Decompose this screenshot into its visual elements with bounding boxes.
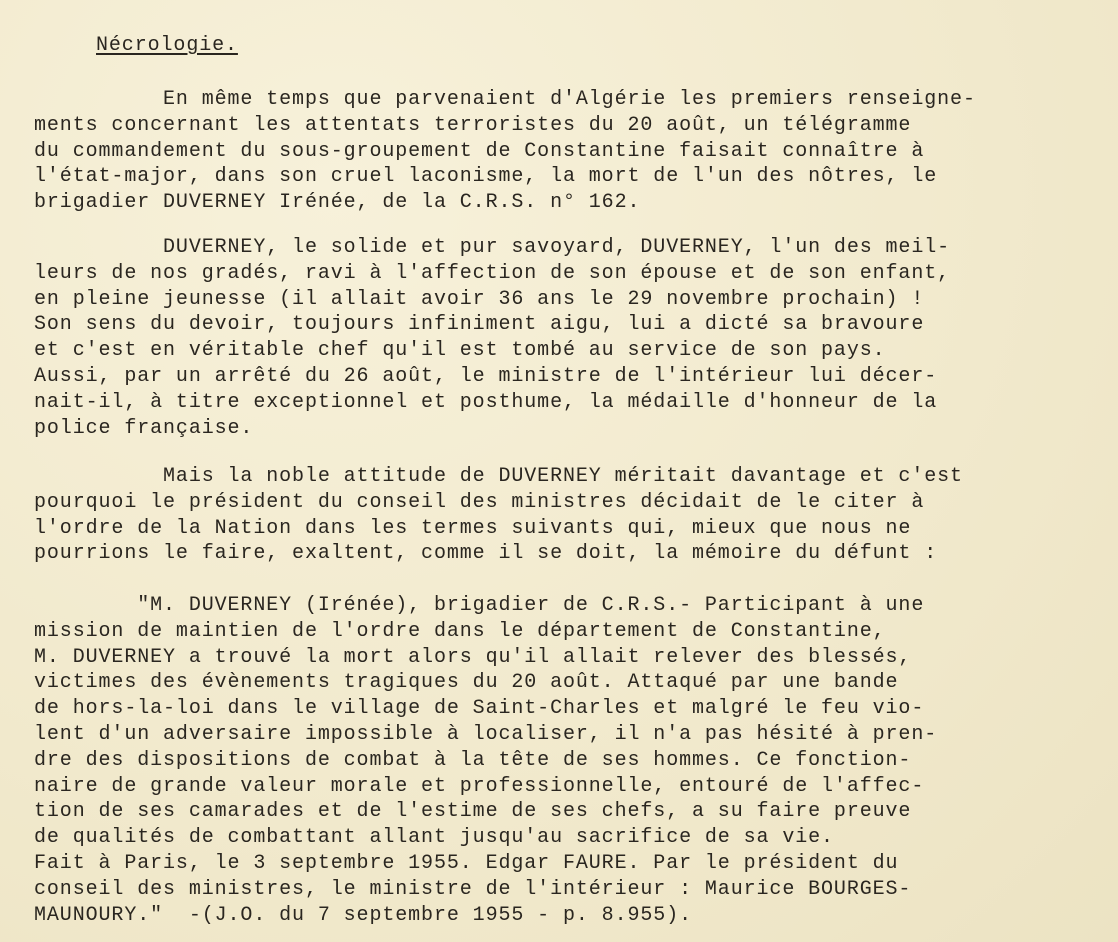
text-line: brigadier DUVERNEY Irénée, de la C.R.S. n° 162.: [34, 191, 641, 215]
text-line: naire de grande valeur morale et professionnelle, entouré de l'affec-: [34, 774, 925, 798]
text-line: l'ordre de la Nation dans les termes suivants qui, mieux que nous ne: [34, 516, 912, 540]
text-line: DUVERNEY, le solide et pur savoyard, DUVERNEY, l'un des meil-: [34, 236, 951, 259]
text-line: M. DUVERNEY a trouvé la mort alors qu'il allait relever des blessés,: [34, 645, 912, 669]
text-line: ments concernant les attentats terroristes du 20 août, un télégramme: [34, 113, 912, 137]
text-line: conseil des ministres, le ministre de l'intérieur : Maurice BOURGES-: [34, 877, 912, 901]
text-line: victimes des évènements tragiques du 20 août. Attaqué par une bande: [34, 671, 899, 695]
text-line: dre des dispositions de combat à la tête de ses hommes. Ce fonction-: [34, 748, 912, 772]
page-title: Nécrologie.: [96, 34, 238, 57]
text-line: mission de maintien de l'ordre dans le département de Constantine,: [34, 619, 886, 643]
text-line: En même temps que parvenaient d'Algérie les premiers renseigne-: [34, 88, 976, 111]
text-line: lent d'un adversaire impossible à localiser, il n'a pas hésité à pren-: [34, 723, 938, 746]
text-line: du commandement du sous-groupement de Constantine faisait connaître à: [34, 139, 925, 163]
text-line: l'état-major, dans son cruel laconisme, la mort de l'un des nôtres, le: [34, 165, 938, 189]
text-line: pourrions le faire, exaltent, comme il se doit, la mémoire du défunt :: [34, 542, 938, 566]
text-line: en pleine jeunesse (il allait avoir 36 ans le 29 novembre prochain) !: [34, 287, 925, 311]
text-line: nait-il, à titre exceptionnel et posthume, la médaille d'honneur de la: [34, 390, 938, 414]
text-line: leurs de nos gradés, ravi à l'affection de son épouse et de son enfant,: [34, 261, 951, 285]
text-line: de hors-la-loi dans le village de Saint-Charles et malgré le feu vio-: [34, 697, 925, 721]
text-line: Fait à Paris, le 3 septembre 1955. Edgar FAURE. Par le président du: [34, 852, 899, 875]
text-line: de qualités de combattant allant jusqu'au sacrifice de sa vie.: [34, 826, 834, 850]
text-line: MAUNOURY." -(J.O. du 7 septembre 1955 - p. 8.955).: [34, 903, 692, 927]
text-line: pourquoi le président du conseil des ministres décidait de le citer à: [34, 490, 925, 514]
text-line: tion de ses camarades et de l'estime de ses chefs, a su faire preuve: [34, 800, 912, 824]
text-line: Aussi, par un arrêté du 26 août, le ministre de l'intérieur lui décer-: [34, 365, 938, 388]
text-line: "M. DUVERNEY (Irénée), brigadier de C.R.S.- Participant à une: [34, 594, 925, 617]
text-line: et c'est en véritable chef qu'il est tombé au service de son pays.: [34, 339, 886, 363]
text-line: police française.: [34, 416, 254, 440]
text-line: Son sens du devoir, toujours infiniment aigu, lui a dicté sa bravoure: [34, 313, 925, 337]
text-line: Mais la noble attitude de DUVERNEY méritait davantage et c'est: [34, 465, 963, 488]
